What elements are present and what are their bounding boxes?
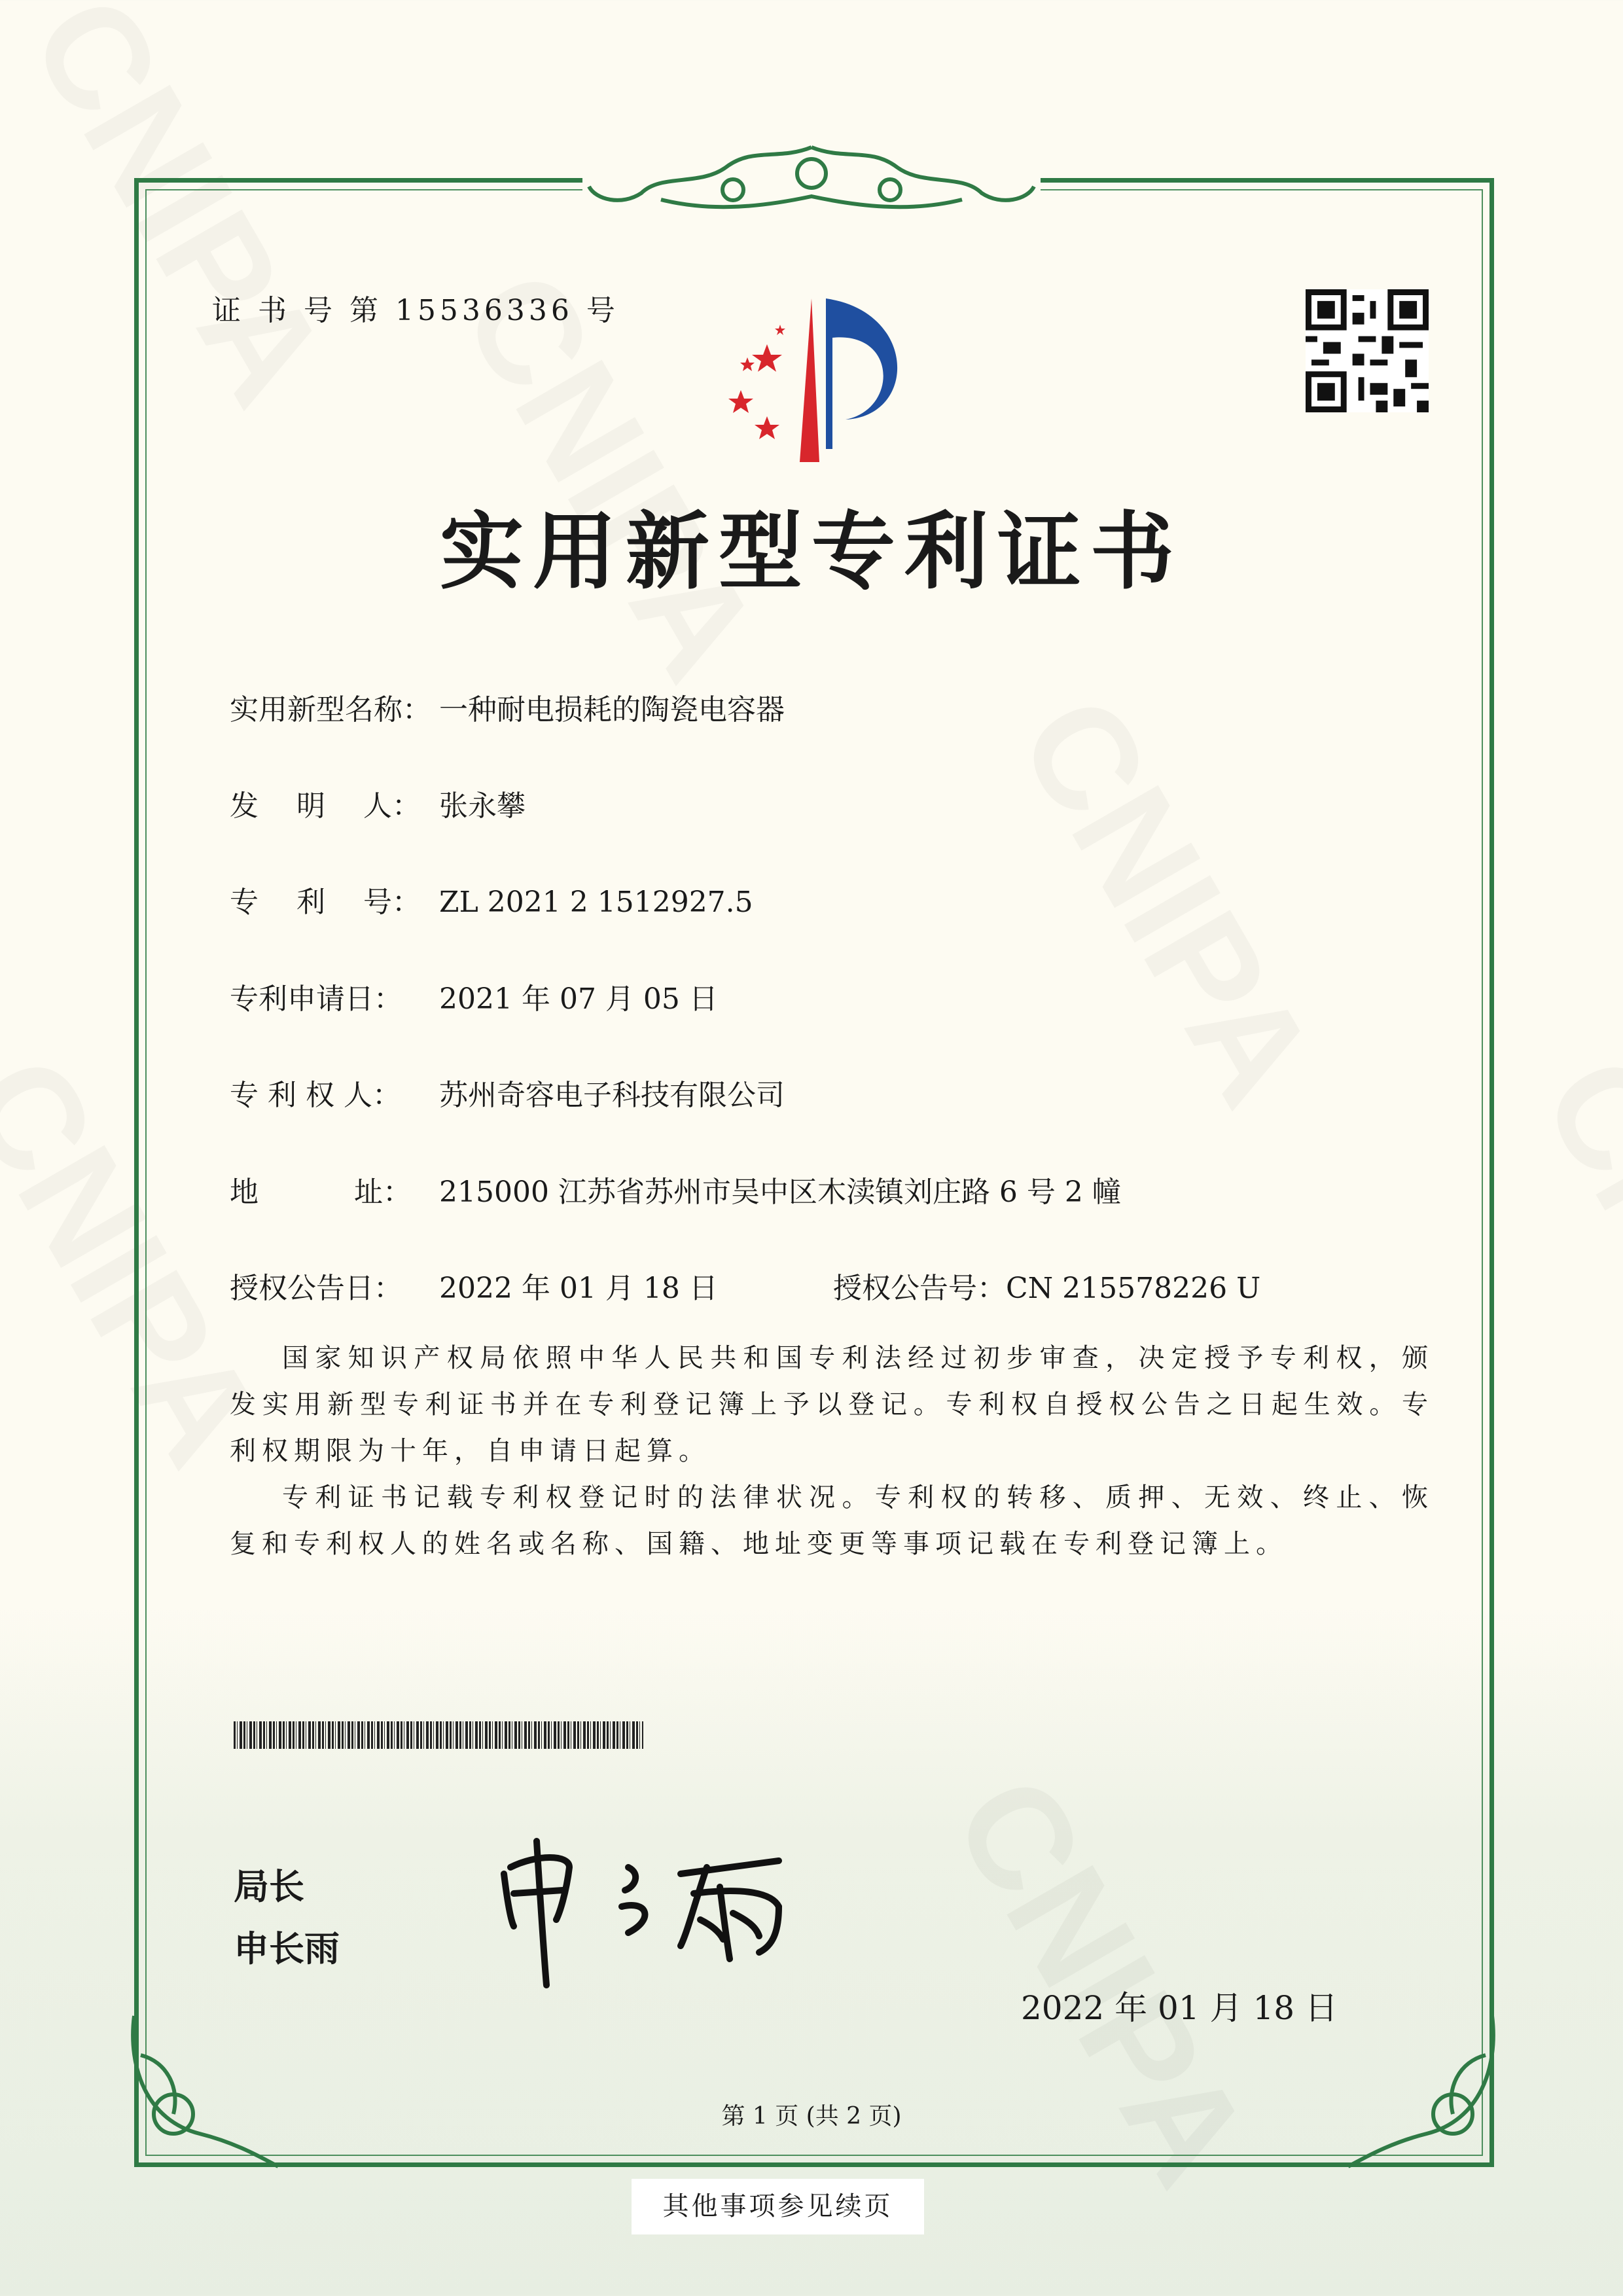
field-address	[230, 1168, 1121, 1210]
field-value: 苏州奇容电子科技有限公司	[439, 1079, 785, 1112]
field-announcement-number	[833, 1265, 1260, 1306]
statement-paragraph: 国家知识产权局依照中华人民共和国专利法经过初步审查，决定授予专利权，颁发实用新型专利证书并在专利登记簿上予以登记。专利权自授权公告之日起生效。专利权期限为十年，自申请日起算。	[230, 1343, 1434, 1466]
field-patentee	[230, 1071, 785, 1113]
field-value: 张永攀	[439, 789, 526, 823]
field-value: 215000 江苏省苏州市吴中区木渎镇刘庄路 6 号 2 幢	[439, 1175, 1121, 1209]
cnipa-logo-icon	[702, 285, 937, 469]
field-label: 授权公告号：	[833, 1272, 1006, 1305]
field-utility-model-name	[230, 686, 785, 728]
director-name: 申长雨	[234, 1928, 340, 1969]
field-value: CN 215578226 U	[1006, 1272, 1261, 1305]
field-value: 2021 年 07 月 05 日	[439, 982, 718, 1016]
qr-code-icon	[1306, 289, 1429, 412]
field-label: 地 址：	[230, 1175, 412, 1209]
field-inventor	[230, 782, 526, 824]
field-value: 2022 年 01 月 18 日	[439, 1272, 718, 1305]
see-continuation-label: 其他事项参见续页	[632, 2179, 924, 2234]
field-application-date	[230, 975, 718, 1017]
barcode	[234, 1721, 643, 1749]
page-number: 第 1 页 (共 2 页)	[721, 2103, 902, 2130]
page-title: 实用新型专利证书	[439, 503, 1183, 601]
field-patent-number	[230, 878, 753, 920]
field-label: 专 利 号：	[230, 886, 421, 919]
field-label: 专 利 权 人：	[230, 1079, 401, 1112]
field-label: 专利申请日：	[230, 982, 402, 1016]
field-label: 授权公告日：	[230, 1272, 402, 1305]
statement-paragraph: 专利证书记载专利权登记时的法律状况。专利权的转移、质押、无效、终止、恢复和专利权人的姓名或名称、国籍、地址变更等事项记载在专利登记簿上。	[230, 1482, 1434, 1559]
field-label: 发 明 人：	[230, 789, 421, 823]
director-title: 局长	[234, 1866, 304, 1907]
corner-ornament-icon	[1335, 2003, 1505, 2173]
field-value: 一种耐电损耗的陶瓷电容器	[439, 693, 785, 726]
corner-ornament-icon	[121, 2003, 291, 2173]
certificate-number: 证 书 号 第 15536336 号	[212, 294, 619, 327]
field-label: 实用新型名称：	[230, 693, 431, 726]
field-announcement-date	[230, 1265, 718, 1306]
director-signature-icon	[497, 1828, 838, 1992]
watermark	[1510, 1030, 1623, 1492]
issue-date: 2022 年 01 月 18 日	[1021, 1989, 1338, 2027]
field-value: ZL 2021 2 1512927.5	[439, 886, 753, 919]
qr-code[interactable]	[1306, 289, 1429, 412]
top-ornament-icon	[582, 134, 1041, 219]
certificate-statement	[230, 1335, 1434, 1568]
